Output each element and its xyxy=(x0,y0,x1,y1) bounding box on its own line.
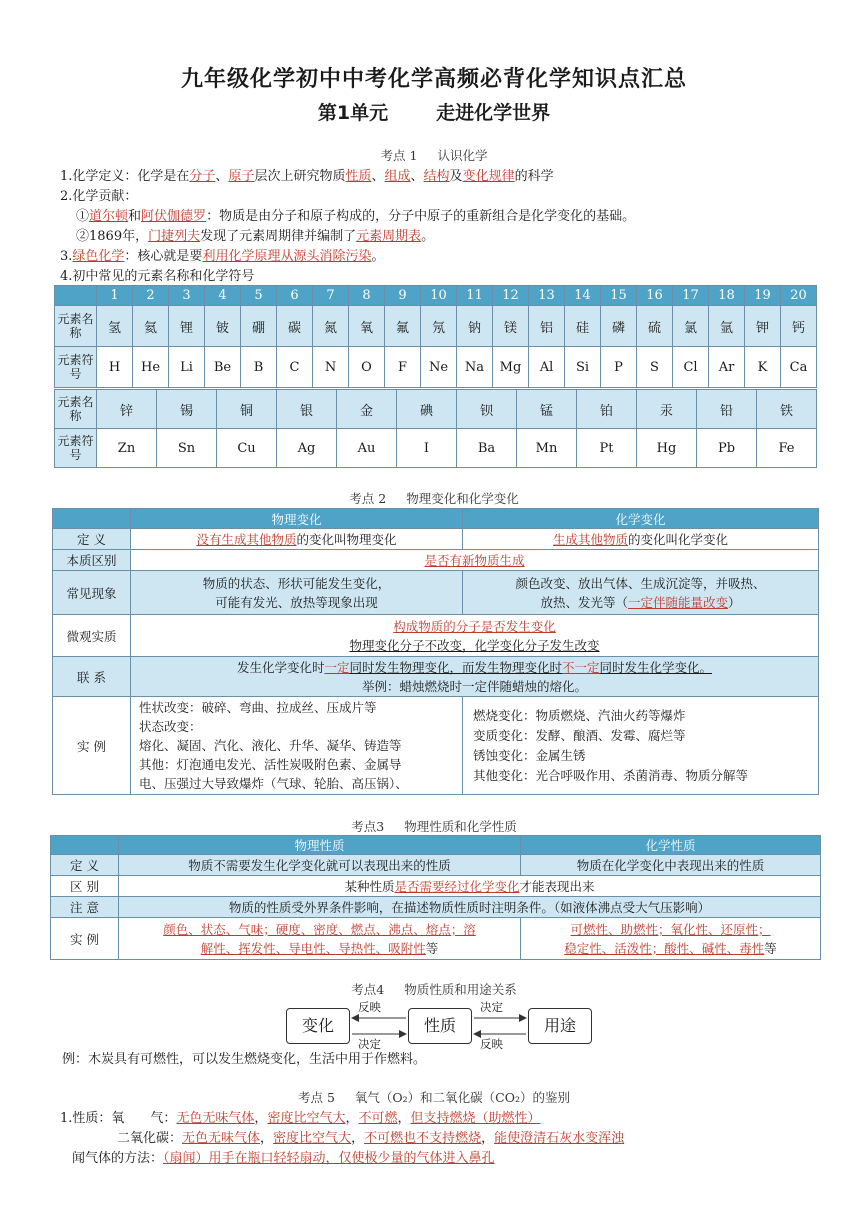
text: 二氧化碳： xyxy=(117,1131,183,1146)
keyword: 是否有新物质生成 xyxy=(424,553,525,568)
element-name-cell: 钠 xyxy=(457,306,493,347)
section-label: 考点4 xyxy=(351,982,385,997)
keyword: 阿伏伽德罗 xyxy=(141,209,207,224)
keyword: 密度比空气大 xyxy=(273,1131,352,1146)
atomic-number-cell: 1 xyxy=(97,286,133,306)
element-symbol-cell: I xyxy=(397,429,457,468)
keyword: 可燃性、助燃性；氧化性、还原性； xyxy=(570,921,771,937)
text: 其他变化：光合呼吸作用、杀菌消毒、物质分解等 xyxy=(473,767,749,783)
row-label: 实 例 xyxy=(53,697,131,795)
cell: 物质不需要发生化学变化就可以表现出来的性质 xyxy=(119,855,521,876)
text: 的变化叫化学变化 xyxy=(628,532,729,547)
text: 、 xyxy=(215,169,229,184)
atomic-number-cell: 12 xyxy=(493,286,529,306)
row-label: 微观实质 xyxy=(53,615,131,657)
cell: 物质在化学变化中表现出来的性质 xyxy=(521,855,821,876)
header-chemical-change: 化学变化 xyxy=(463,509,819,529)
element-symbol-cell: He xyxy=(133,347,169,388)
element-name-cell: 金 xyxy=(337,390,397,429)
keyword: 稳定性、活泼性；酸性、碱性、毒性 xyxy=(564,940,765,956)
element-symbol-cell: Li xyxy=(169,347,205,388)
keyword: 颜色、状态、气味；硬度、密度、燃点、沸点、熔点；溶 xyxy=(163,921,476,937)
element-name-cell: 硼 xyxy=(241,306,277,347)
text: 其他：灯泡通电发光、活性炭吸附色素、金属导 xyxy=(139,757,402,772)
keyword: 解性、挥发性、导电性、导热性、吸附性 xyxy=(200,940,426,956)
keyword: 不可燃也不支持燃烧 xyxy=(364,1131,482,1146)
header-physical-change: 物理变化 xyxy=(131,509,463,529)
row-label: 定 义 xyxy=(53,529,131,550)
section-label: 考点 1 xyxy=(380,148,418,163)
k5-line-3 xyxy=(72,1147,495,1166)
text: ：物质是由分子和原子构成的，分子中原子的重新组合是化学变化的基础。 xyxy=(206,209,636,224)
row-label: 注 意 xyxy=(51,897,119,918)
row-label: 区 别 xyxy=(51,876,119,897)
element-symbol-cell: Fe xyxy=(757,429,817,468)
element-name-cell: 氖 xyxy=(421,306,457,347)
atomic-number-cell: 13 xyxy=(529,286,565,306)
element-symbol-cell: Ar xyxy=(709,347,745,388)
element-symbol-cell: Mg xyxy=(493,347,529,388)
text: 等 xyxy=(425,940,439,956)
section-label: 考点 2 xyxy=(349,491,387,506)
text: ， xyxy=(345,1111,359,1126)
element-name-cell: 锰 xyxy=(517,390,577,429)
element-symbol-cell: Cu xyxy=(217,429,277,468)
element-symbol-cell: K xyxy=(745,347,781,388)
element-name-cell: 铜 xyxy=(217,390,277,429)
keyword: 一定 xyxy=(324,659,350,675)
element-symbol-cell: F xyxy=(385,347,421,388)
atomic-number-cell: 11 xyxy=(457,286,493,306)
section-name: 物质性质和用途关系 xyxy=(404,982,517,997)
text: 可能有发光、放热等现象出现 xyxy=(215,594,378,610)
atomic-number-cell: 18 xyxy=(709,286,745,306)
atomic-number-cell: 9 xyxy=(385,286,421,306)
element-symbol-cell: Sn xyxy=(157,429,217,468)
element-symbol-cell: Ca xyxy=(781,347,817,388)
element-symbol-cell: Hg xyxy=(637,429,697,468)
row-label: 联 系 xyxy=(53,657,131,697)
element-symbol-cell: Pt xyxy=(577,429,637,468)
keyword: 结构 xyxy=(423,169,450,184)
text: 的变化叫物理变化 xyxy=(296,532,397,547)
keyword: 利用化学原理从源头消除污染 xyxy=(202,249,372,264)
keyword: 但支持燃烧（助燃性） xyxy=(410,1111,541,1126)
text: ， xyxy=(397,1111,411,1126)
text: 物理变化分子不改变，化学变化分子发生改变 xyxy=(349,637,600,653)
row-label: 实 例 xyxy=(51,918,119,960)
row-label: 元素符号 xyxy=(55,429,97,468)
atomic-number-cell: 4 xyxy=(205,286,241,306)
keyword: 一定伴随能量改变 xyxy=(627,594,728,610)
unit-number: 第1单元 xyxy=(317,102,389,124)
element-symbol-cell: Au xyxy=(337,429,397,468)
row-label: 定 义 xyxy=(51,855,119,876)
element-name-cell: 氦 xyxy=(133,306,169,347)
k5-line-1 xyxy=(60,1107,541,1126)
element-name-cell: 银 xyxy=(277,390,337,429)
keyword: 门捷列夫 xyxy=(148,229,201,244)
text: 和 xyxy=(128,209,142,224)
section-label: 考点 5 xyxy=(297,1090,335,1105)
keyword: （扇闻）用手在瓶口轻轻扇动，仅使极少量的气体进入鼻孔 xyxy=(163,1151,495,1166)
text: ：核心就是要 xyxy=(124,249,203,264)
keyword: 无色无味气体 xyxy=(176,1111,255,1126)
text: ②1869年， xyxy=(76,229,149,244)
element-symbol-cell: N xyxy=(313,347,349,388)
text: 。 xyxy=(421,229,435,244)
section-name: 物理性质和化学性质 xyxy=(404,819,517,834)
text: 、 xyxy=(371,169,385,184)
k4-example: 例：木炭具有可燃性，可以发生燃烧变化，生活中用于作燃料。 xyxy=(62,1052,427,1067)
header-physical-property: 物理性质 xyxy=(119,836,521,855)
element-name-cell: 铂 xyxy=(577,390,637,429)
section-name: 物理变化和化学变化 xyxy=(406,491,519,506)
element-symbol-cell: H xyxy=(97,347,133,388)
element-name-cell: 铁 xyxy=(757,390,817,429)
atomic-number-cell: 19 xyxy=(745,286,781,306)
text: 层次上研究物质 xyxy=(254,169,346,184)
element-symbol-cell: Cl xyxy=(673,347,709,388)
element-symbol-cell: Na xyxy=(457,347,493,388)
atomic-number-cell: 15 xyxy=(601,286,637,306)
k1-line-6: 4.初中常见的元素名称和化学符号 xyxy=(60,269,255,284)
element-name-cell: 氮 xyxy=(313,306,349,347)
text: 3. xyxy=(60,249,73,264)
text: ， xyxy=(481,1131,495,1146)
text: 举例：蜡烛燃烧时一定伴随蜡烛的熔化。 xyxy=(361,678,587,694)
unit-name: 走进化学世界 xyxy=(436,102,551,124)
cell: 物质的性质受外界条件影响，在描述物质性质时注明条件。（如液体沸点受大气压影响） xyxy=(119,897,821,918)
element-name-cell: 氟 xyxy=(385,306,421,347)
element-name-cell: 锂 xyxy=(169,306,205,347)
text: 物质的状态、形状可能发生变化， xyxy=(202,575,391,591)
element-name-cell: 锌 xyxy=(97,390,157,429)
flow-label: 反映 xyxy=(358,1000,381,1014)
flow-box-property: 性质 xyxy=(408,1008,472,1044)
text: ① xyxy=(76,209,90,224)
text: 闻气体的方法： xyxy=(72,1151,164,1166)
element-name-cell: 氧 xyxy=(349,306,385,347)
keyword: 没有生成其他物质 xyxy=(196,532,297,547)
element-symbol-cell: O xyxy=(349,347,385,388)
element-name-cell: 铝 xyxy=(529,306,565,347)
keyword: 道尔顿 xyxy=(89,209,129,224)
text: 性状改变：破碎、弯曲、拉成丝、压成片等 xyxy=(139,700,377,715)
row-label: 元素名称 xyxy=(55,306,97,347)
row-label: 元素名称 xyxy=(55,390,97,429)
text: 状态改变： xyxy=(139,719,202,734)
text: 1.性质：氧 气： xyxy=(60,1111,177,1126)
text: 及 xyxy=(449,169,463,184)
text: 某种性质 xyxy=(344,879,395,894)
element-name-cell: 钙 xyxy=(781,306,817,347)
keyword: 分子 xyxy=(189,169,216,184)
element-symbol-cell: Al xyxy=(529,347,565,388)
element-name-cell: 锡 xyxy=(157,390,217,429)
text: ， xyxy=(351,1131,365,1146)
text: 发生化学变化时 xyxy=(236,659,325,675)
text: 变质变化：发酵、酿酒、发霉、腐烂等 xyxy=(473,727,686,743)
text: 锈蚀变化：金属生锈 xyxy=(473,747,586,763)
element-symbol-cell: Mn xyxy=(517,429,577,468)
element-symbol-cell: P xyxy=(601,347,637,388)
text: 同时发生化学变化。 xyxy=(599,659,713,675)
text: 等 xyxy=(764,940,777,956)
element-name-cell: 氯 xyxy=(673,306,709,347)
flow-label: 反映 xyxy=(480,1037,503,1051)
element-symbol-cell: Si xyxy=(565,347,601,388)
atomic-number-cell: 20 xyxy=(781,286,817,306)
k5-line-2 xyxy=(117,1127,624,1146)
text: ） xyxy=(728,594,741,610)
element-name-cell: 铅 xyxy=(697,390,757,429)
atomic-number-cell: 17 xyxy=(673,286,709,306)
element-name-cell: 铍 xyxy=(205,306,241,347)
keyword: 绿色化学 xyxy=(72,249,125,264)
element-name-cell: 氩 xyxy=(709,306,745,347)
keyword: 能使澄清石灰水变浑浊 xyxy=(494,1131,625,1146)
atomic-number-cell: 10 xyxy=(421,286,457,306)
text: 同时发生物理变化，而发生物理变化时 xyxy=(349,659,562,675)
text: ， xyxy=(254,1111,268,1126)
keyword: 元素周期表 xyxy=(356,229,422,244)
element-name-cell: 氢 xyxy=(97,306,133,347)
header-chemical-property: 化学性质 xyxy=(521,836,821,855)
keyword: 无色无味气体 xyxy=(182,1131,261,1146)
element-name-cell: 硫 xyxy=(637,306,673,347)
element-name-cell: 镁 xyxy=(493,306,529,347)
element-symbol-cell: S xyxy=(637,347,673,388)
text: 颜色改变、放出气体、生成沉淀等，并吸热、 xyxy=(515,575,766,591)
keyword: 性质 xyxy=(345,169,372,184)
flow-box-change: 变化 xyxy=(286,1008,350,1044)
flow-box-use: 用途 xyxy=(528,1008,592,1044)
text: 、 xyxy=(410,169,424,184)
keyword: 构成物质的分子是否发生变化 xyxy=(393,618,556,634)
atomic-number-cell: 5 xyxy=(241,286,277,306)
element-symbol-cell: C xyxy=(277,347,313,388)
section-name: 认识化学 xyxy=(437,148,488,163)
page-title: 九年级化学初中中考化学高频必背化学知识点汇总 xyxy=(180,67,687,92)
element-symbol-cell: Ag xyxy=(277,429,337,468)
text: 燃烧变化：物质燃烧、汽油火药等爆炸 xyxy=(473,707,686,723)
keyword: 变化规律 xyxy=(462,169,515,184)
atomic-number-cell: 8 xyxy=(349,286,385,306)
keyword: 生成其他物质 xyxy=(552,532,628,547)
atomic-number-cell: 14 xyxy=(565,286,601,306)
text: 发现了元素周期律并编制了 xyxy=(200,229,357,244)
keyword: 原子 xyxy=(228,169,255,184)
element-name-cell: 磷 xyxy=(601,306,637,347)
k1-line-2: 2.化学贡献： xyxy=(60,189,138,204)
text: 的科学 xyxy=(514,169,554,184)
atomic-number-cell: 16 xyxy=(637,286,673,306)
section-label: 考点3 xyxy=(351,819,385,834)
text: 1.化学定义：化学是在 xyxy=(60,169,190,184)
text: 熔化、凝固、汽化、液化、升华、凝华、铸造等 xyxy=(139,738,402,753)
flow-label: 决定 xyxy=(358,1037,381,1051)
keyword: 密度比空气大 xyxy=(267,1111,346,1126)
row-label: 常见现象 xyxy=(53,571,131,615)
keyword: 不可燃 xyxy=(358,1111,398,1126)
keyword: 不一定 xyxy=(562,659,600,675)
element-symbol-cell: Pb xyxy=(697,429,757,468)
atomic-number-cell: 2 xyxy=(133,286,169,306)
section-heading-5 xyxy=(0,1088,868,1106)
element-name-cell: 钾 xyxy=(745,306,781,347)
keyword: 是否需要经过化学变化 xyxy=(394,879,520,894)
text: 才能表现出来 xyxy=(519,879,595,894)
atomic-number-cell: 6 xyxy=(277,286,313,306)
atomic-number-cell: 3 xyxy=(169,286,205,306)
section-name: 氧气（O₂）和二氧化碳（CO₂）的鉴别 xyxy=(354,1090,571,1105)
keyword: 组成 xyxy=(384,169,411,184)
element-name-cell: 碘 xyxy=(397,390,457,429)
element-name-cell: 钡 xyxy=(457,390,517,429)
text: 电、压强过大导致爆炸（气球、轮胎、高压锅）、 xyxy=(139,776,408,791)
row-label: 本质区别 xyxy=(53,550,131,571)
text: ， xyxy=(260,1131,274,1146)
element-symbol-cell: Zn xyxy=(97,429,157,468)
element-name-cell: 硅 xyxy=(565,306,601,347)
text: 放热、发光等（ xyxy=(540,594,628,610)
row-label: 元素符号 xyxy=(55,347,97,388)
flow-label: 决定 xyxy=(480,1000,503,1014)
element-name-cell: 碳 xyxy=(277,306,313,347)
element-symbol-cell: B xyxy=(241,347,277,388)
element-name-cell: 汞 xyxy=(637,390,697,429)
element-symbol-cell: Be xyxy=(205,347,241,388)
element-symbol-cell: Ne xyxy=(421,347,457,388)
text: 。 xyxy=(371,249,385,264)
element-symbol-cell: Ba xyxy=(457,429,517,468)
atomic-number-cell: 7 xyxy=(313,286,349,306)
